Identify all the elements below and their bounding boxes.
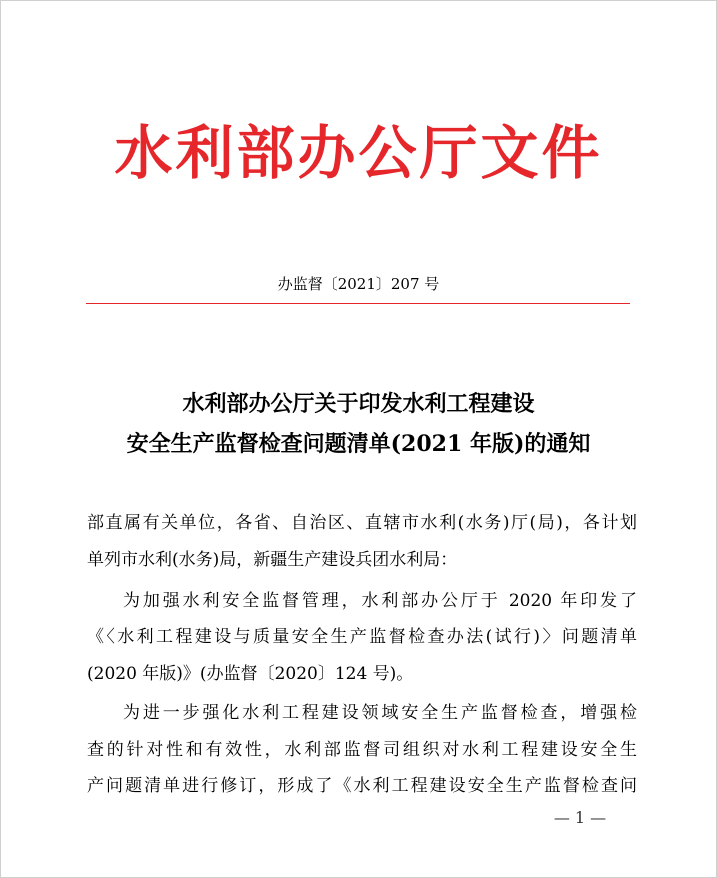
body-line: 为进一步强化水利工程建设领域安全生产监督检查，增强检 (123, 703, 637, 723)
body-line: 单列市水利(水务)局，新疆生产建设兵团水利局： (87, 550, 458, 570)
notice-title-line-2: 安全生产监督检查问题清单(2021 年版)的通知 (126, 431, 591, 457)
body-line: (2020 年版)》(办监督〔2020〕124 号)。 (87, 664, 414, 684)
document-number: 办监督〔2021〕207 号 (277, 275, 440, 293)
document-header-title: 水利部办公厅文件 (114, 119, 603, 187)
body-line: 产问题清单进行修订，形成了《水利工程建设安全生产监督检查问 (87, 776, 637, 796)
body-line: 部直属有关单位，各省、自治区、直辖市水利(水务)厅(局)，各计划 (87, 513, 637, 533)
body-line: 为加强水利安全监督管理，水利部办公厅于 2020 年印发了 (123, 591, 637, 611)
page-number: — 1 — (553, 808, 607, 827)
red-divider (86, 303, 630, 304)
notice-title-line-1: 水利部办公厅关于印发水利工程建设 (182, 391, 535, 417)
body-line: 《〈水利工程建设与质量安全生产监督检查办法(试行)〉问题清单 (87, 627, 637, 647)
body-line: 查的针对性和有效性，水利部监督司组织对水利工程建设安全生 (87, 740, 637, 760)
